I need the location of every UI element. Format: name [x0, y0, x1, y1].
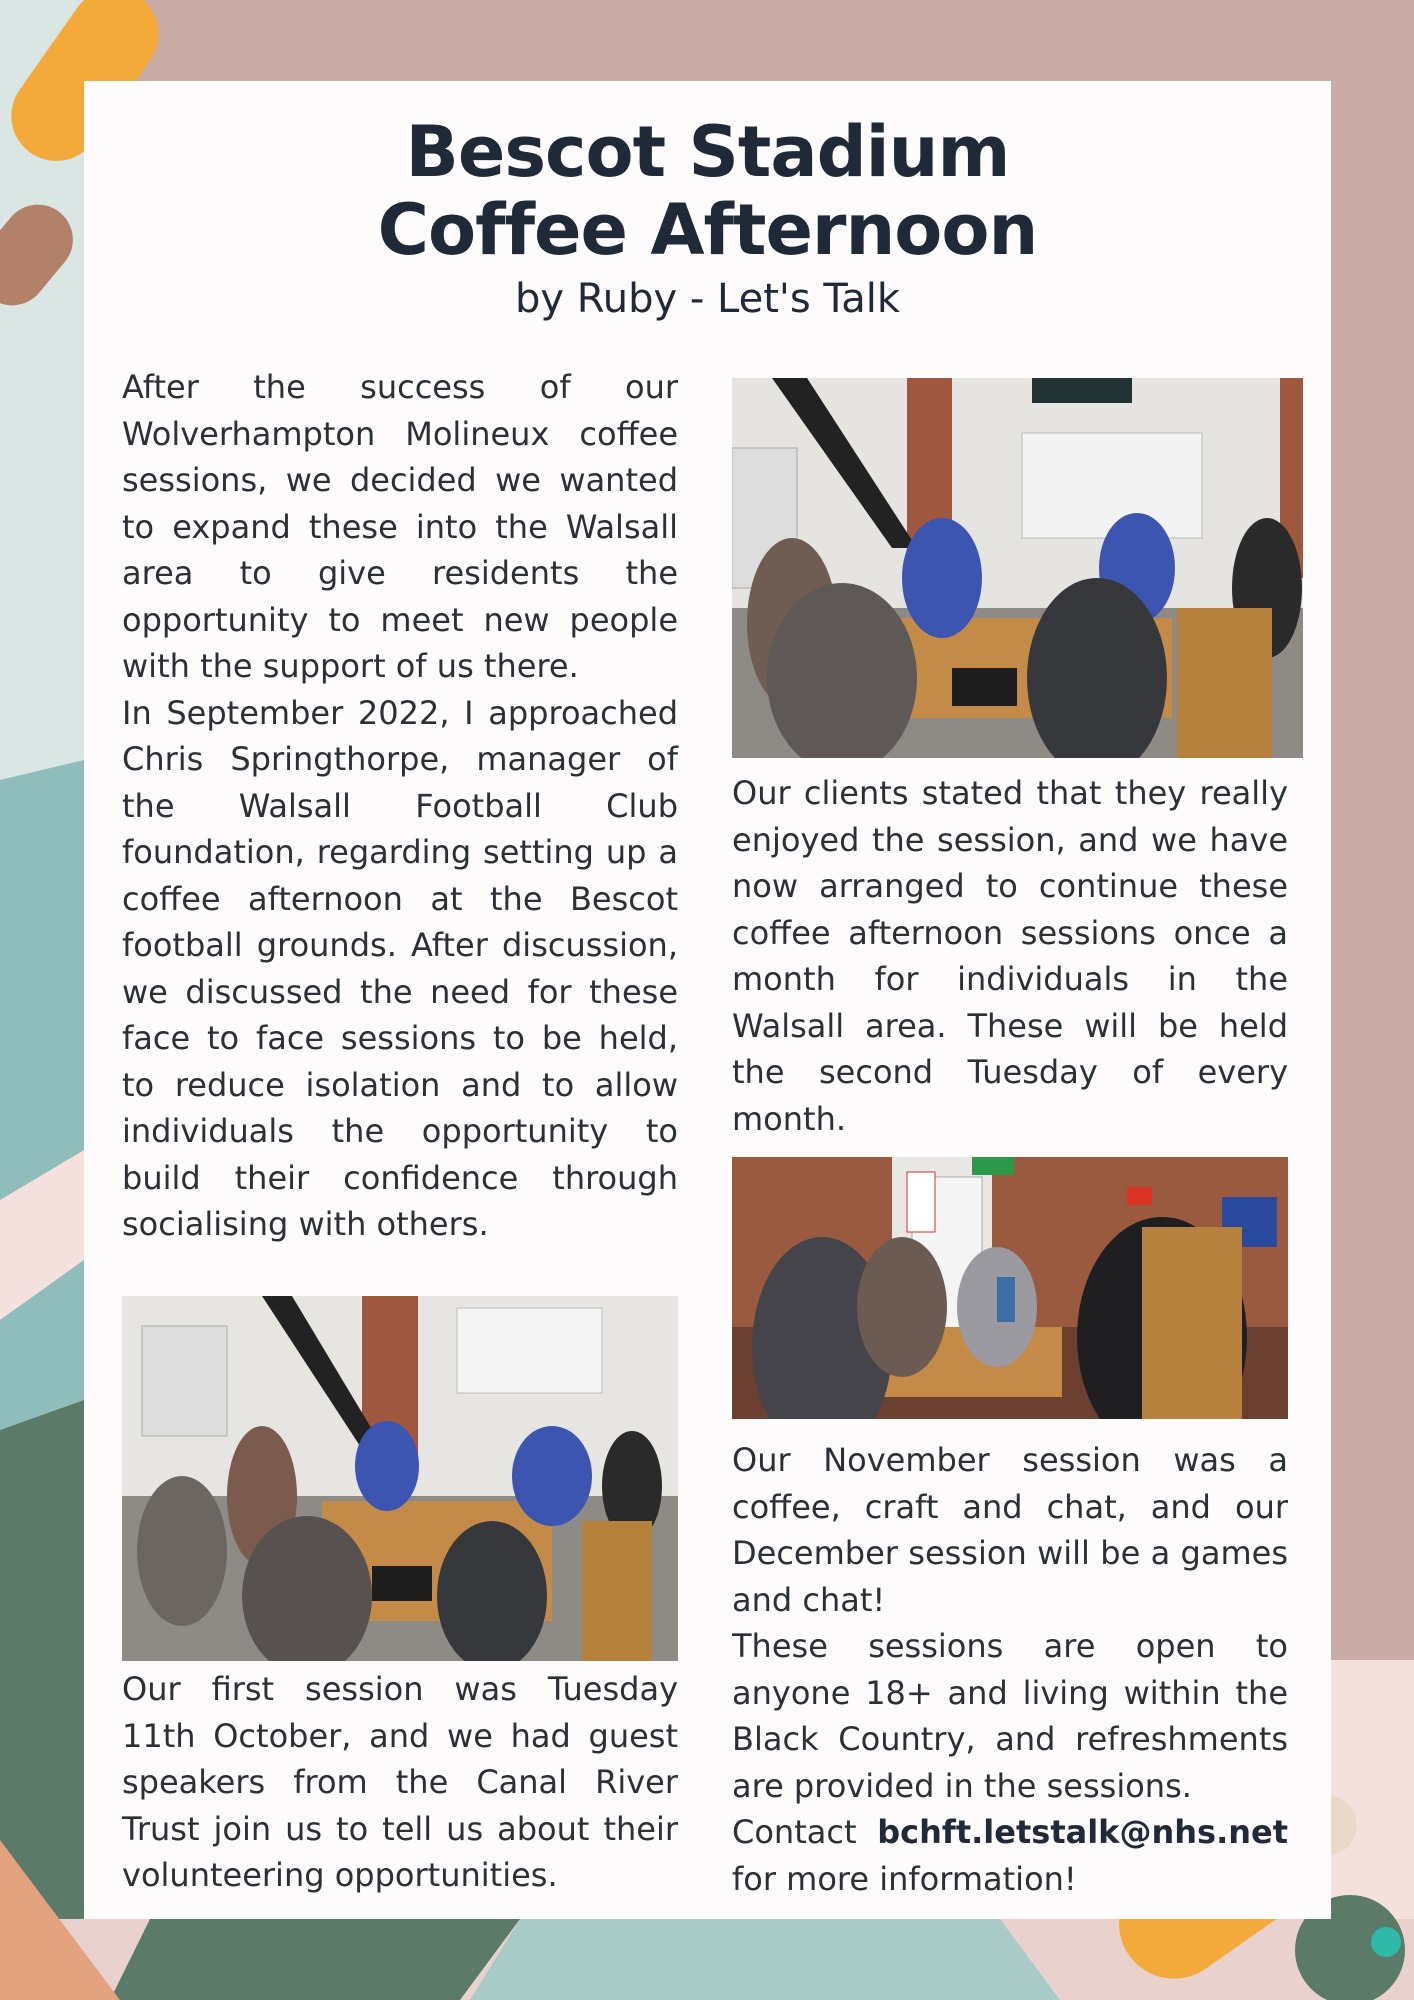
left-column: [122, 364, 678, 1248]
page-title: [84, 113, 1331, 269]
contact-label: Contact: [732, 1813, 857, 1851]
photo-craft-chat: [732, 1157, 1288, 1419]
byline: by Ruby - Let's Talk: [514, 276, 901, 322]
september-paragraph: In September 2022, I approached Chris Springthorpe, manager of the Walsall Football Club foundation, regarding setting up a coffee afternoon at the Bescot football grounds. After discussion, we discussed the need for these face to face sessions to be held, to reduce isolation and to allow individuals the opportunity to build their confidence through socialising with others.: [122, 693, 678, 1243]
contact-line: [732, 1809, 1288, 1856]
contact-tail: for more information!: [732, 1859, 1077, 1898]
clients-paragraph: Our clients stated that they really enjoyed the session, and we have now arranged to continue these coffee afternoon sessions once a month for individuals in the Walsall area. These will be held the second Tuesday of every month.: [732, 774, 1288, 1138]
left-column-bottom: [122, 1666, 678, 1899]
november-paragraph: Our November session was a coffee, craft and chat, and our December session will be a games and chat!: [732, 1441, 1288, 1619]
right-column: [732, 770, 1288, 1142]
title-line-1: Bescot Stadium: [405, 111, 1010, 193]
eligibility-paragraph: These sessions are open to anyone 18+ and living within the Black Country, and refreshments are provided in the sessions.: [732, 1627, 1288, 1805]
intro-paragraph: After the success of our Wolverhampton Molineux coffee sessions, we decided we wanted to expand these into the Walsall area to give residents the opportunity to meet new people with the support of us there.: [122, 368, 678, 685]
contact-email-link[interactable]: bchft.letstalk@nhs.net: [877, 1813, 1288, 1851]
title-line-2: Coffee Afternoon: [377, 189, 1038, 271]
right-column-bottom: [732, 1437, 1288, 1902]
photo-table-discussion: [732, 378, 1303, 758]
newsletter-card: [84, 81, 1331, 1919]
first-session-paragraph: Our first session was Tuesday 11th October, and we had guest speakers from the Canal River Trust join us to tell us about their volunteering opportunities.: [122, 1670, 678, 1894]
photo-group-session: [122, 1296, 678, 1661]
